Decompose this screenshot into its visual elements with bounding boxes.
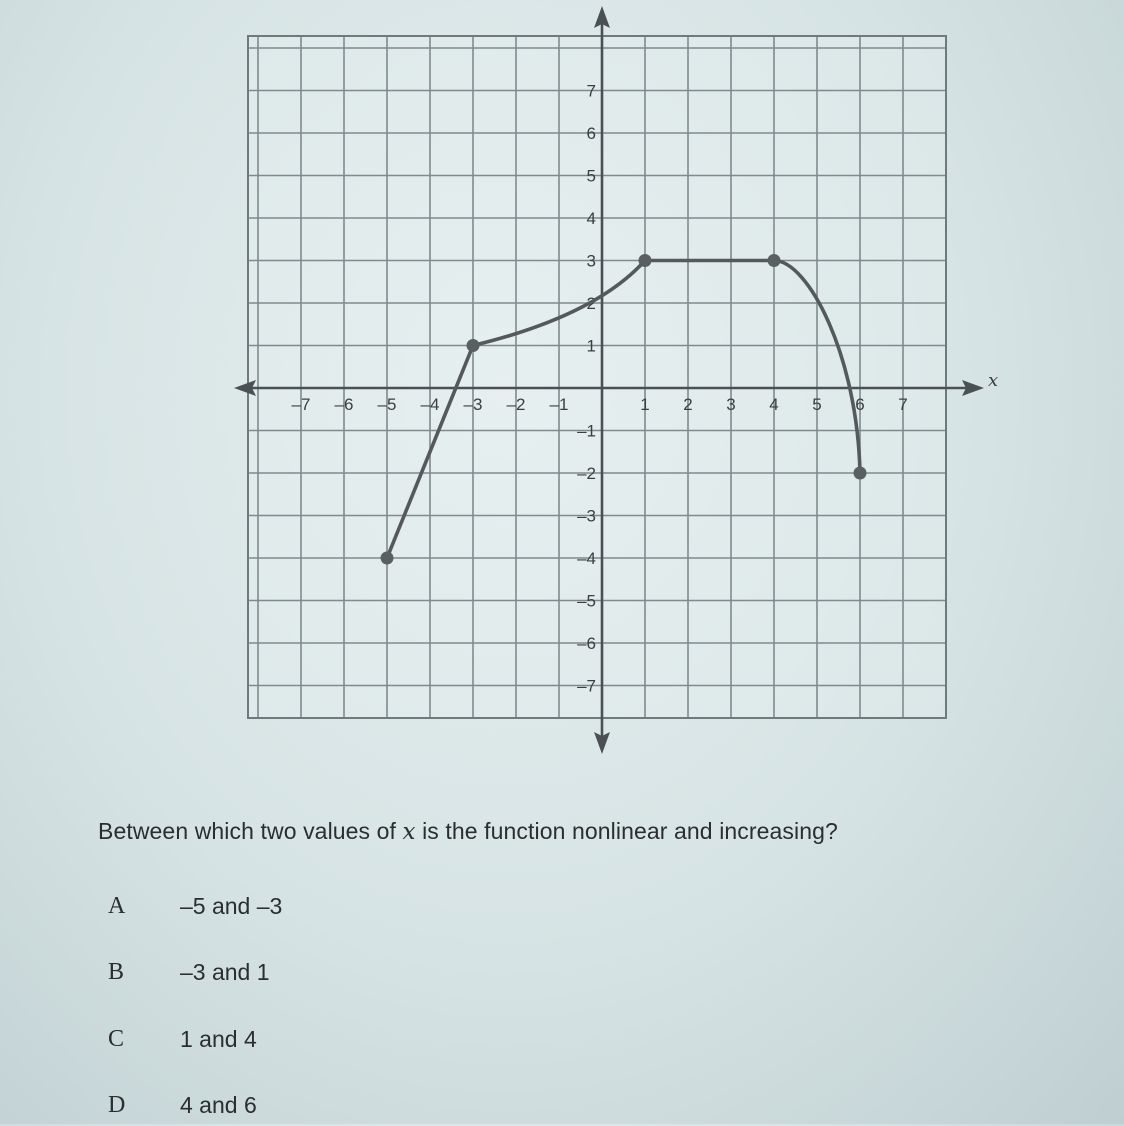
question-after: is the function nonlinear and increasing? [415,818,838,844]
choice-text: –3 and 1 [180,959,270,985]
question-variable: x [402,819,416,845]
y-tick-label: 7 [586,81,596,101]
choice-b[interactable] [0,959,500,993]
x-tick-label: 1 [640,395,650,414]
choice-letter: D [108,1092,126,1118]
x-tick-label: –4 [420,395,440,414]
x-tick-label: –7 [291,395,311,414]
y-tick-label: –6 [577,634,596,653]
data-point [467,339,480,352]
y-tick-label: 5 [586,166,596,186]
question-before: Between which two values of [98,818,403,844]
x-tick-label: –1 [549,395,569,414]
y-tick-label: –3 [577,506,596,526]
x-tick-label: 4 [769,395,779,414]
choice-c[interactable] [0,1026,500,1060]
x-tick-label: 3 [726,395,736,414]
x-tick-label: 2 [683,395,693,414]
data-point [381,552,394,565]
grid [248,36,946,718]
y-tick-label: 4 [586,209,596,228]
grid-background [248,36,946,718]
y-tick-label: –4 [577,549,596,568]
y-tick-label: 1 [586,336,596,356]
x-tick-label: –5 [377,395,397,414]
choice-a[interactable] [0,893,500,927]
y-tick-label: 6 [586,124,596,143]
x-axis-label: x [988,370,999,391]
x-tick-label: 5 [812,395,822,414]
data-point [639,254,652,267]
y-tick-label: –2 [577,464,596,483]
choice-text: 4 and 6 [180,1092,257,1118]
x-tick-label: –6 [334,395,354,414]
choice-letter: B [108,959,125,985]
x-tick-label: 6 [855,395,865,414]
y-tick-label: –7 [577,676,596,696]
choice-text: 1 and 4 [180,1026,257,1052]
y-tick-label: –5 [577,591,596,611]
choice-text: –5 and –3 [180,893,283,919]
y-tick-label: 3 [586,251,596,271]
data-point [768,254,781,267]
data-point [854,467,867,480]
x-tick-label: –2 [506,395,526,414]
question-text [98,818,838,845]
choice-letter: A [108,893,126,919]
choice-letter: C [108,1026,125,1052]
x-tick-label: –3 [463,395,483,414]
choice-d[interactable] [0,1092,500,1126]
y-tick-label: –1 [577,421,596,441]
x-tick-label: 7 [898,395,908,414]
y-tick-label: 2 [586,294,596,313]
